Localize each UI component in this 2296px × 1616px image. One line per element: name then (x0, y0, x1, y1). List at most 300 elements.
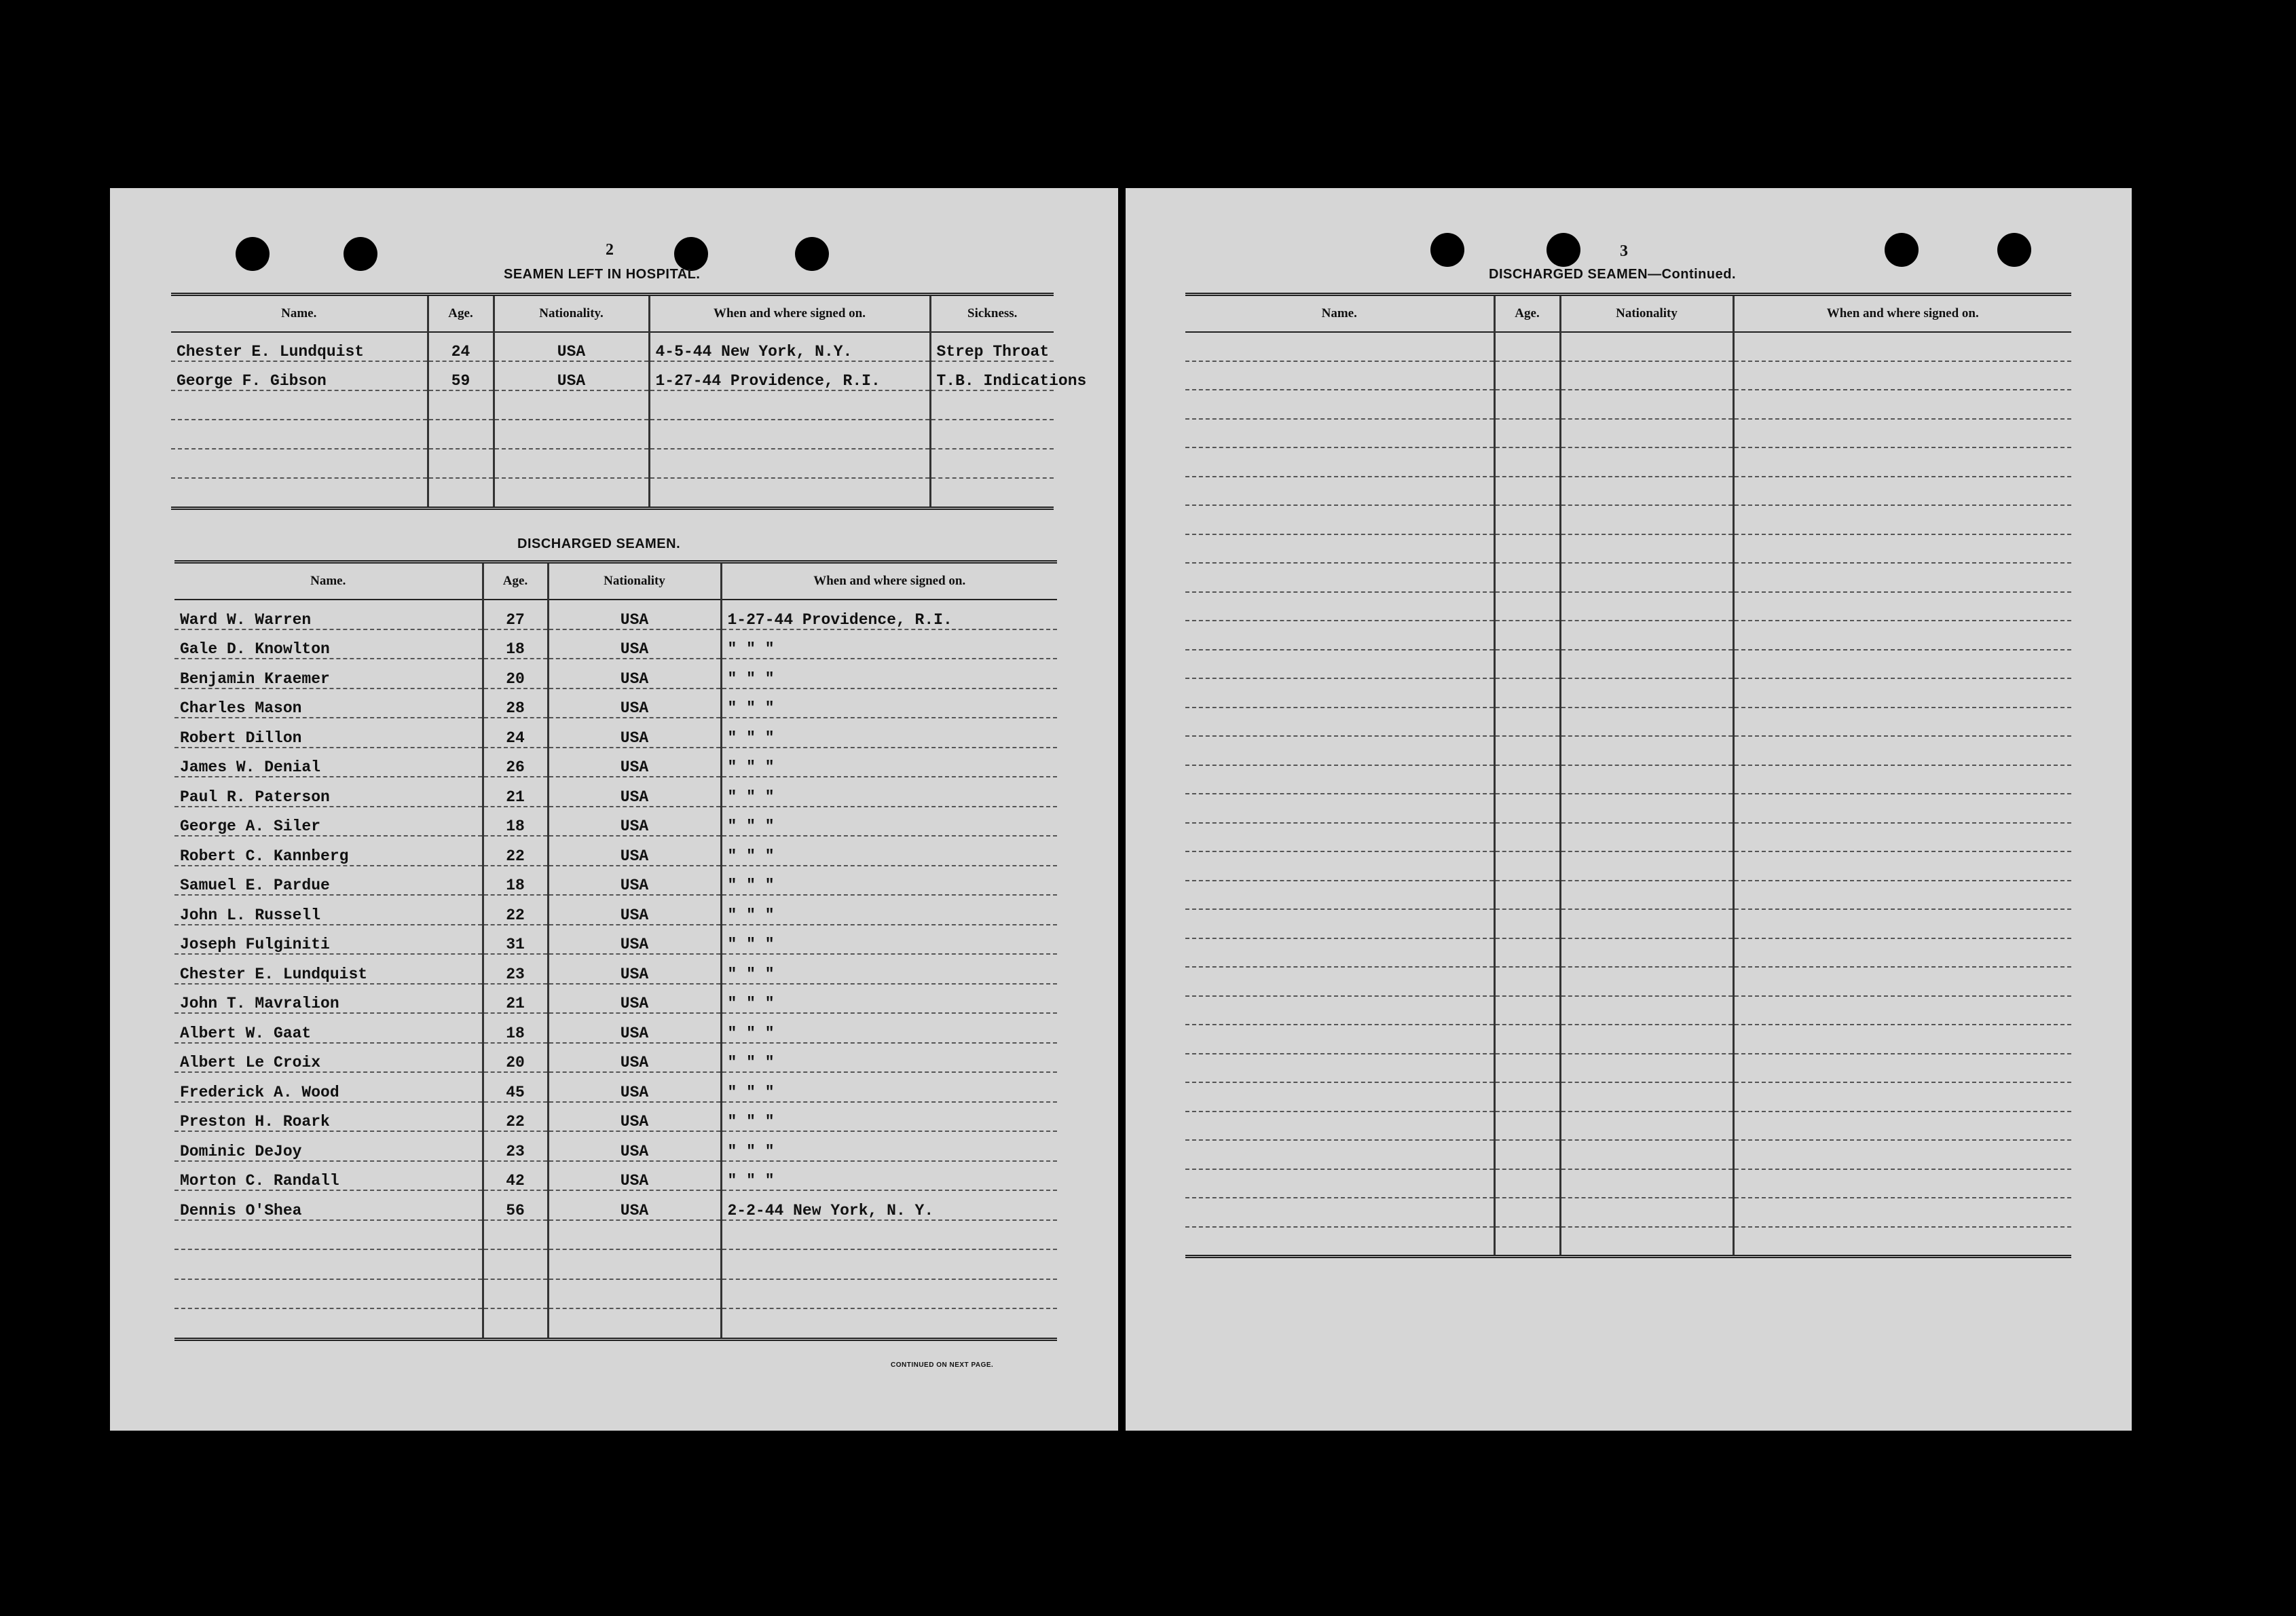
table-row (174, 954, 1057, 984)
blank-cell (171, 478, 428, 509)
blank-cell (1733, 1198, 2071, 1227)
cell-age: 21 (483, 984, 548, 1014)
cell-name: Robert Dillon (174, 718, 483, 748)
blank-row (1185, 794, 2071, 823)
table-row (174, 629, 1057, 659)
blank-cell (1185, 447, 1494, 477)
cell-name: Dominic DeJoy (174, 1131, 483, 1161)
blank-cell (1560, 823, 1733, 852)
blank-cell (1185, 477, 1494, 506)
cell-name: Albert W. Gaat (174, 1013, 483, 1043)
blank-cell (1733, 678, 2071, 708)
column-header: Nationality. (494, 295, 649, 333)
blank-cell (1733, 650, 2071, 679)
cell-signed-on: " " " (721, 1013, 1057, 1043)
table-row (174, 1013, 1057, 1043)
cell-name: Charles Mason (174, 688, 483, 718)
blank-cell (1185, 390, 1494, 419)
table-row (174, 1043, 1057, 1073)
blank-row (1185, 419, 2071, 448)
blank-cell (1185, 621, 1494, 650)
blank-cell (1185, 881, 1494, 910)
blank-cell (1185, 1082, 1494, 1112)
column-header: Name. (171, 295, 428, 333)
blank-row (1185, 823, 2071, 852)
cell-signed-on: " " " (721, 1102, 1057, 1132)
right-page (1126, 188, 2132, 1431)
blank-cell (1733, 736, 2071, 765)
cell-age: 22 (483, 1102, 548, 1132)
hospital-table-header (171, 295, 1054, 333)
blank-row (1185, 361, 2071, 390)
blank-cell (1560, 361, 1733, 390)
cell-age: 18 (483, 807, 548, 837)
blank-cell (1560, 1140, 1733, 1169)
blank-row (171, 478, 1054, 509)
cell-nationality: USA (548, 748, 721, 777)
blank-row (171, 420, 1054, 449)
cell-name: Preston H. Roark (174, 1102, 483, 1132)
cell-nationality: USA (548, 629, 721, 659)
blank-cell (1185, 678, 1494, 708)
column-header: Nationality (1560, 295, 1733, 333)
cell-age: 20 (483, 1043, 548, 1073)
cell-name: George A. Siler (174, 807, 483, 837)
blank-cell (1733, 823, 2071, 852)
blank-cell (494, 478, 649, 509)
blank-cell (1560, 650, 1733, 679)
blank-row (1185, 332, 2071, 361)
cell-name: John T. Mavralion (174, 984, 483, 1014)
table-row (174, 1190, 1057, 1220)
table-row (174, 1102, 1057, 1132)
cell-name: Chester E. Lundquist (174, 954, 483, 984)
blank-cell (1560, 938, 1733, 968)
cell-name: Robert C. Kannberg (174, 836, 483, 866)
cell-sickness: T.B. Indications (930, 361, 1054, 390)
blank-cell (171, 390, 428, 420)
blank-cell (1185, 419, 1494, 448)
blank-row (1185, 851, 2071, 881)
blank-cell (1494, 851, 1560, 881)
cell-signed-on: 1-27-44 Providence, R.I. (649, 361, 930, 390)
blank-row (1185, 678, 2071, 708)
cell-nationality: USA (494, 361, 649, 390)
cell-name: George F. Gibson (171, 361, 428, 390)
cell-nationality: USA (548, 1131, 721, 1161)
blank-cell (1560, 967, 1733, 996)
cell-name: Joseph Fulginiti (174, 925, 483, 955)
cell-signed-on: " " " (721, 836, 1057, 866)
blank-row (1185, 592, 2071, 621)
column-header: Name. (174, 562, 483, 600)
blank-row (1185, 621, 2071, 650)
cell-signed-on: " " " (721, 659, 1057, 688)
blank-cell (1560, 765, 1733, 794)
blank-cell (1494, 592, 1560, 621)
page-number: 2 (606, 241, 614, 259)
cell-age: 24 (483, 718, 548, 748)
column-header: Nationality (548, 562, 721, 600)
blank-cell (1733, 390, 2071, 419)
blank-row (1185, 534, 2071, 564)
blank-cell (1494, 332, 1560, 361)
blank-cell (1185, 1227, 1494, 1257)
blank-cell (1185, 1169, 1494, 1198)
cell-name: Samuel E. Pardue (174, 866, 483, 896)
cell-age: 28 (483, 688, 548, 718)
cell-signed-on: 4-5-44 New York, N.Y. (649, 332, 930, 361)
blank-cell (1560, 390, 1733, 419)
table-row (174, 895, 1057, 925)
column-header: When and where signed on. (649, 295, 930, 333)
blank-cell (1494, 390, 1560, 419)
cell-age: 18 (483, 866, 548, 896)
cell-nationality: USA (548, 600, 721, 629)
cell-nationality: USA (548, 1043, 721, 1073)
blank-cell (428, 390, 494, 420)
blank-cell (1185, 1112, 1494, 1141)
cell-age: 23 (483, 1131, 548, 1161)
blank-cell (1185, 708, 1494, 737)
blank-cell (1560, 592, 1733, 621)
blank-cell (483, 1308, 548, 1339)
blank-cell (1733, 1025, 2071, 1054)
table-row (174, 1072, 1057, 1102)
punch-hole (1885, 233, 1919, 267)
blank-cell (1733, 708, 2071, 737)
blank-cell (1185, 938, 1494, 968)
cell-nationality: USA (548, 688, 721, 718)
blank-cell (1733, 1112, 2071, 1141)
punch-hole (1547, 233, 1580, 267)
blank-row (1185, 1082, 2071, 1112)
blank-cell (1733, 419, 2071, 448)
hospital-table-body (171, 332, 1087, 509)
cell-signed-on: " " " (721, 866, 1057, 896)
blank-row (1185, 1054, 2071, 1083)
blank-cell (1494, 708, 1560, 737)
cell-nationality: USA (548, 1072, 721, 1102)
blank-cell (649, 390, 930, 420)
punch-hole (1997, 233, 2031, 267)
blank-cell (1560, 678, 1733, 708)
cell-age: 22 (483, 836, 548, 866)
cell-name: Frederick A. Wood (174, 1072, 483, 1102)
blank-row (174, 1308, 1057, 1339)
cell-nationality: USA (494, 332, 649, 361)
blank-cell (1560, 708, 1733, 737)
cell-nationality: USA (548, 895, 721, 925)
blank-cell (1733, 534, 2071, 564)
blank-cell (174, 1308, 483, 1339)
blank-cell (1494, 563, 1560, 592)
blank-cell (721, 1279, 1057, 1309)
blank-cell (1185, 1140, 1494, 1169)
blank-cell (1185, 534, 1494, 564)
blank-cell (1733, 563, 2071, 592)
blank-row (1185, 708, 2071, 737)
blank-cell (930, 420, 1054, 449)
blank-cell (174, 1220, 483, 1250)
blank-cell (1494, 419, 1560, 448)
left-page (110, 188, 1118, 1431)
cell-nationality: USA (548, 1102, 721, 1132)
blank-cell (1560, 332, 1733, 361)
blank-row (1185, 1227, 2071, 1257)
blank-cell (428, 478, 494, 509)
column-header: When and where signed on. (721, 562, 1057, 600)
blank-cell (1185, 996, 1494, 1025)
cell-nationality: USA (548, 1013, 721, 1043)
column-header: Sickness. (930, 295, 1054, 333)
blank-cell (1494, 650, 1560, 679)
cell-name: Paul R. Paterson (174, 777, 483, 807)
cell-nationality: USA (548, 1190, 721, 1220)
punch-hole (344, 237, 377, 271)
blank-cell (1560, 909, 1733, 938)
blank-row (1185, 996, 2071, 1025)
cell-nationality: USA (548, 718, 721, 748)
blank-row (1185, 1112, 2071, 1141)
blank-row (1185, 650, 2071, 679)
blank-cell (1494, 534, 1560, 564)
blank-cell (1494, 1025, 1560, 1054)
table-row (174, 836, 1057, 866)
blank-cell (1560, 1227, 1733, 1257)
blank-cell (1560, 447, 1733, 477)
blank-cell (1560, 1169, 1733, 1198)
blank-cell (1185, 1198, 1494, 1227)
blank-cell (1185, 650, 1494, 679)
blank-cell (649, 420, 930, 449)
blank-cell (1733, 851, 2071, 881)
punch-hole (795, 237, 829, 271)
blank-cell (1494, 967, 1560, 996)
cell-age: 18 (483, 629, 548, 659)
punch-hole (1430, 233, 1464, 267)
cell-signed-on: " " " (721, 1131, 1057, 1161)
blank-cell (930, 449, 1054, 478)
cell-nationality: USA (548, 836, 721, 866)
blank-cell (548, 1220, 721, 1250)
blank-cell (1494, 765, 1560, 794)
blank-cell (1494, 996, 1560, 1025)
table-row (174, 600, 1057, 629)
blank-row (1185, 505, 2071, 534)
blank-cell (1494, 1082, 1560, 1112)
blank-cell (171, 449, 428, 478)
blank-cell (428, 420, 494, 449)
blank-cell (1185, 765, 1494, 794)
discharged-table (174, 560, 1057, 1341)
blank-row (1185, 477, 2071, 506)
cell-nationality: USA (548, 925, 721, 955)
cell-nationality: USA (548, 954, 721, 984)
blank-row (171, 449, 1054, 478)
blank-cell (1494, 1054, 1560, 1083)
cell-signed-on: " " " (721, 1043, 1057, 1073)
cell-age: 24 (428, 332, 494, 361)
hospital-section-title: SEAMEN LEFT IN HOSPITAL. (504, 267, 701, 282)
blank-cell (721, 1308, 1057, 1339)
cell-name: Morton C. Randall (174, 1161, 483, 1191)
blank-row (1185, 1140, 2071, 1169)
discharged-table-header (174, 562, 1057, 600)
blank-cell (1494, 361, 1560, 390)
cell-nationality: USA (548, 984, 721, 1014)
blank-cell (1560, 477, 1733, 506)
blank-cell (1185, 592, 1494, 621)
blank-cell (1733, 592, 2071, 621)
blank-cell (1494, 1227, 1560, 1257)
table-row (174, 748, 1057, 777)
cell-age: 31 (483, 925, 548, 955)
cell-signed-on: " " " (721, 807, 1057, 837)
blank-cell (1494, 1169, 1560, 1198)
cell-nationality: USA (548, 659, 721, 688)
continued-note: CONTINUED ON NEXT PAGE. (891, 1361, 994, 1369)
blank-cell (1185, 361, 1494, 390)
table-row (174, 1131, 1057, 1161)
cell-signed-on: " " " (721, 1161, 1057, 1191)
blank-cell (1185, 823, 1494, 852)
blank-cell (930, 390, 1054, 420)
blank-cell (1733, 1227, 2071, 1257)
cell-age: 56 (483, 1190, 548, 1220)
discharged-continued-body (1185, 332, 2071, 1257)
blank-cell (1560, 534, 1733, 564)
column-header: Age. (483, 562, 548, 600)
punch-hole (236, 237, 270, 271)
blank-cell (1560, 563, 1733, 592)
blank-row (1185, 938, 2071, 968)
blank-row (174, 1249, 1057, 1279)
blank-cell (1733, 621, 2071, 650)
discharged-continued-header (1185, 295, 2071, 333)
blank-cell (1494, 1140, 1560, 1169)
cell-signed-on: 1-27-44 Providence, R.I. (721, 600, 1057, 629)
blank-row (1185, 447, 2071, 477)
cell-signed-on: " " " (721, 718, 1057, 748)
blank-cell (1560, 1112, 1733, 1141)
cell-name: John L. Russell (174, 895, 483, 925)
blank-row (1185, 1025, 2071, 1054)
cell-sickness: Strep Throat (930, 332, 1054, 361)
blank-row (171, 390, 1054, 420)
cell-age: 18 (483, 1013, 548, 1043)
page-number: 3 (1620, 242, 1628, 260)
cell-age: 27 (483, 600, 548, 629)
blank-cell (721, 1249, 1057, 1279)
blank-cell (494, 390, 649, 420)
cell-nationality: USA (548, 866, 721, 896)
cell-name: Chester E. Lundquist (171, 332, 428, 361)
blank-row (1185, 909, 2071, 938)
blank-cell (1733, 1054, 2071, 1083)
blank-cell (548, 1308, 721, 1339)
cell-signed-on: " " " (721, 748, 1057, 777)
blank-cell (1733, 909, 2071, 938)
blank-row (1185, 967, 2071, 996)
blank-cell (548, 1279, 721, 1309)
blank-cell (1494, 1198, 1560, 1227)
blank-cell (1185, 909, 1494, 938)
blank-cell (1560, 1054, 1733, 1083)
blank-cell (1733, 477, 2071, 506)
blank-cell (1560, 1025, 1733, 1054)
table-row (174, 718, 1057, 748)
table-row (174, 925, 1057, 955)
discharged-section-title: DISCHARGED SEAMEN. (517, 536, 681, 551)
blank-cell (1733, 1169, 2071, 1198)
blank-row (1185, 765, 2071, 794)
blank-cell (1560, 996, 1733, 1025)
table-row (174, 688, 1057, 718)
blank-cell (1560, 794, 1733, 823)
table-row (174, 807, 1057, 837)
cell-signed-on: " " " (721, 954, 1057, 984)
blank-cell (548, 1249, 721, 1279)
blank-cell (1733, 938, 2071, 968)
blank-cell (174, 1279, 483, 1309)
column-header: Age. (428, 295, 494, 333)
blank-cell (1560, 851, 1733, 881)
cell-signed-on: " " " (721, 895, 1057, 925)
cell-age: 22 (483, 895, 548, 925)
column-header: When and where signed on. (1733, 295, 2071, 333)
blank-row (174, 1279, 1057, 1309)
cell-signed-on: " " " (721, 777, 1057, 807)
blank-cell (1733, 765, 2071, 794)
discharged-table-body (174, 600, 1057, 1339)
blank-cell (1560, 621, 1733, 650)
cell-age: 45 (483, 1072, 548, 1102)
blank-cell (1494, 736, 1560, 765)
cell-age: 23 (483, 954, 548, 984)
cell-signed-on: " " " (721, 688, 1057, 718)
blank-cell (930, 478, 1054, 509)
blank-cell (1494, 881, 1560, 910)
cell-signed-on: " " " (721, 1072, 1057, 1102)
blank-row (1185, 881, 2071, 910)
blank-cell (171, 420, 428, 449)
blank-cell (1560, 1082, 1733, 1112)
table-row (171, 332, 1054, 361)
cell-name: Benjamin Kraemer (174, 659, 483, 688)
blank-cell (1494, 505, 1560, 534)
blank-cell (1560, 736, 1733, 765)
blank-cell (1185, 794, 1494, 823)
cell-name: James W. Denial (174, 748, 483, 777)
blank-cell (494, 420, 649, 449)
discharged-continued-title: DISCHARGED SEAMEN—Continued. (1489, 267, 1736, 282)
cell-signed-on: " " " (721, 925, 1057, 955)
cell-nationality: USA (548, 1161, 721, 1191)
blank-cell (1494, 1112, 1560, 1141)
blank-cell (494, 449, 649, 478)
blank-cell (721, 1220, 1057, 1250)
blank-cell (483, 1220, 548, 1250)
blank-row (1185, 1169, 2071, 1198)
blank-cell (649, 449, 930, 478)
cell-age: 20 (483, 659, 548, 688)
column-header: Name. (1185, 295, 1494, 333)
cell-age: 59 (428, 361, 494, 390)
blank-cell (1733, 447, 2071, 477)
cell-name: Ward W. Warren (174, 600, 483, 629)
cell-nationality: USA (548, 777, 721, 807)
